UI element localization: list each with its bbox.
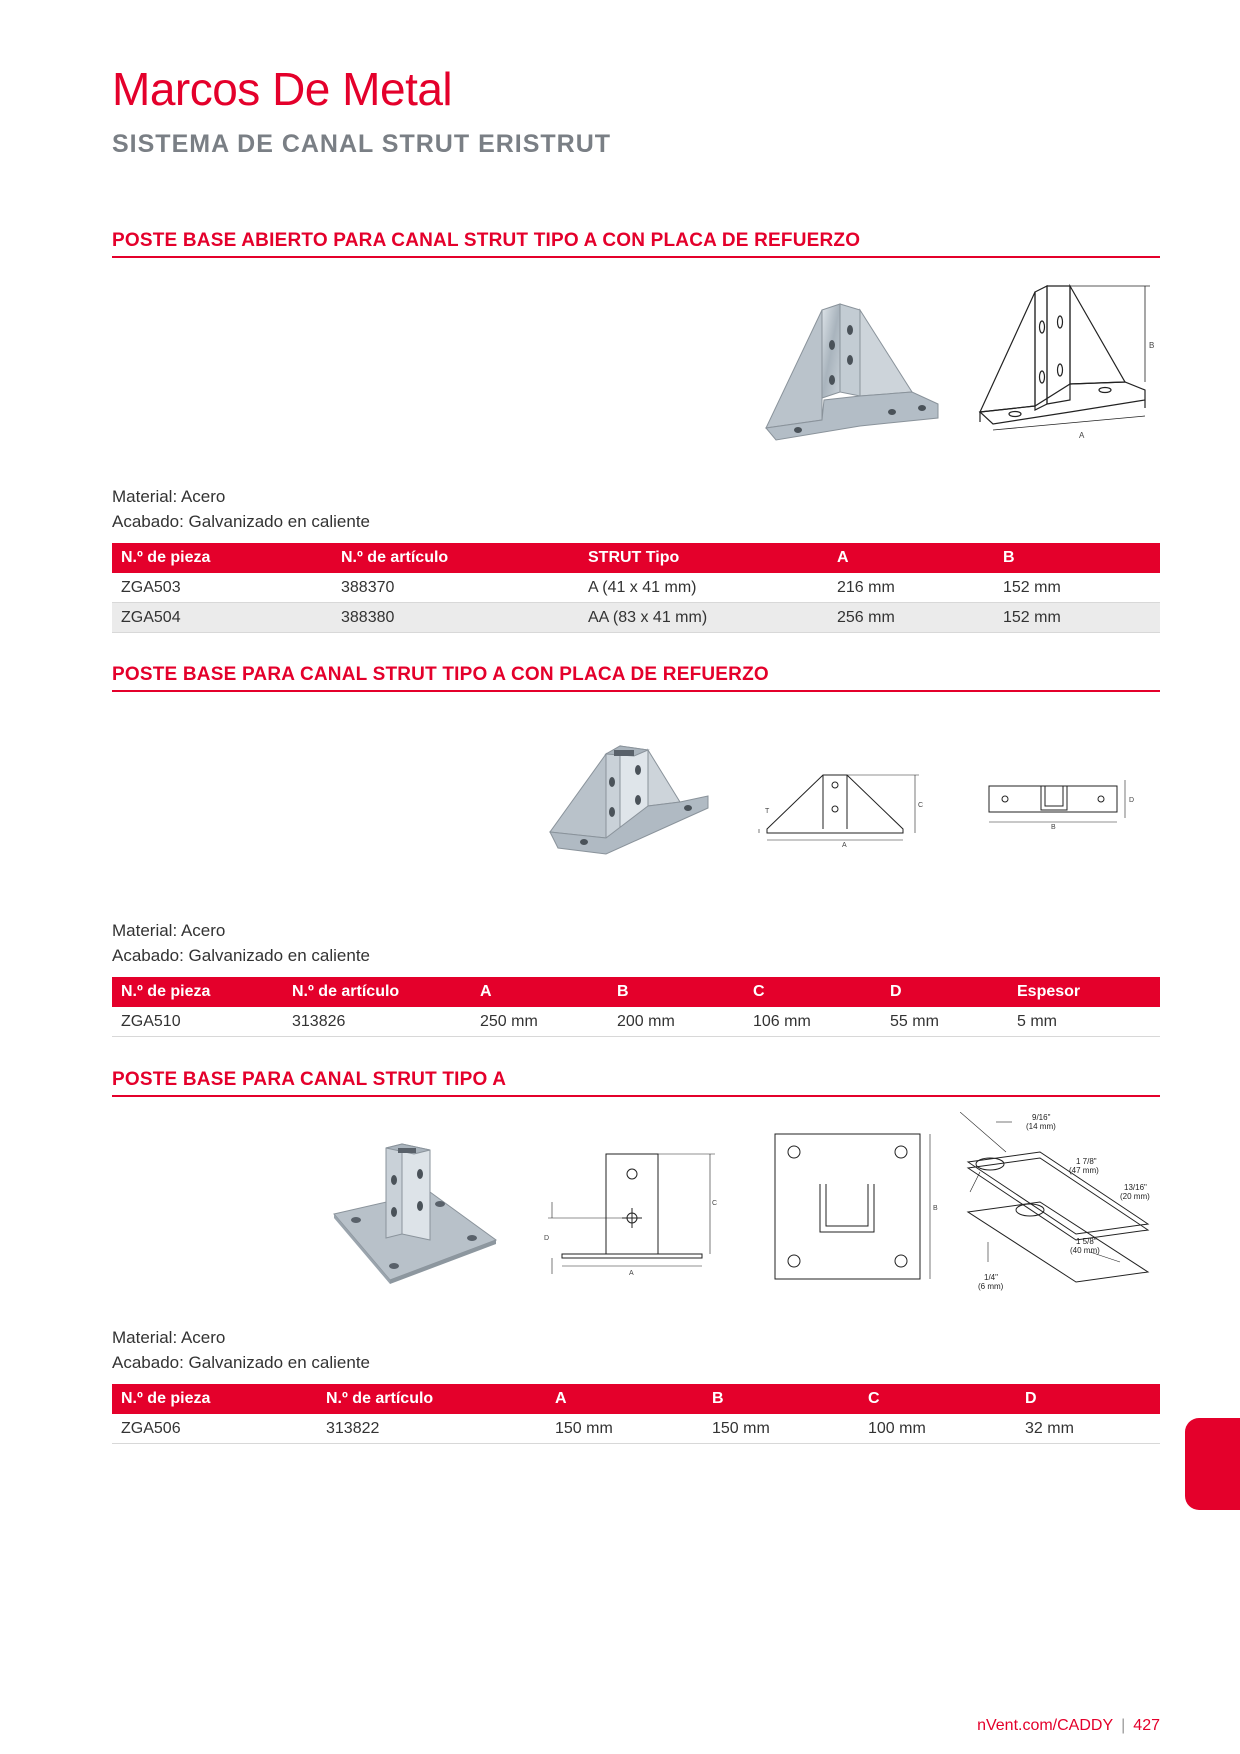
table-row — [112, 1007, 1160, 1037]
column-header: N.º de pieza — [112, 543, 332, 573]
column-header: A — [546, 1384, 703, 1414]
dim-text: 1/4" — [984, 1273, 998, 1282]
dim-label-a: A — [629, 1270, 634, 1277]
dim-text: 1 7/8" — [1076, 1157, 1097, 1166]
dim-text: (14 mm) — [1026, 1122, 1056, 1131]
table-cell: 150 mm — [703, 1414, 859, 1444]
material-info-1 — [112, 484, 370, 534]
dim-label-a: A — [1079, 431, 1085, 440]
finish-text: Acabado: Galvanizado en caliente — [112, 512, 371, 531]
footer-site-link[interactable]: nVent.com/CADDY — [977, 1717, 1114, 1734]
finish-text: Acabado: Galvanizado en caliente — [112, 1353, 371, 1372]
technical-drawing-3-detail — [960, 1112, 1160, 1302]
column-header: N.º de pieza — [112, 977, 283, 1007]
column-header: B — [608, 977, 744, 1007]
material-info-3 — [112, 1325, 370, 1375]
dim-text: (47 mm) — [1069, 1166, 1099, 1175]
material-info-2 — [112, 918, 370, 968]
section-heading-2: POSTE BASE PARA CANAL STRUT TIPO A CON PLACA DE REFUERZO — [112, 664, 1160, 692]
dim-label-c: C — [918, 802, 924, 809]
dim-label-b: B — [1051, 824, 1056, 830]
table-cell: ZGA506 — [112, 1414, 317, 1444]
table-cell: 152 mm — [994, 603, 1160, 633]
table-cell: 32 mm — [1016, 1414, 1160, 1444]
page-number: 427 — [1133, 1717, 1160, 1734]
dim-text: 1 5/8" — [1076, 1237, 1097, 1246]
material-text: Material: Acero — [112, 487, 226, 506]
column-header: C — [744, 977, 881, 1007]
column-header: N.º de pieza — [112, 1384, 317, 1414]
product-photo-2 — [548, 742, 716, 862]
technical-drawing-2-top — [985, 772, 1140, 830]
dim-label-d: D — [544, 1235, 550, 1242]
spec-table-3 — [112, 1384, 1160, 1444]
material-text: Material: Acero — [112, 921, 226, 940]
dim-label-b: B — [1149, 341, 1155, 350]
dim-text: 9/16" — [1032, 1113, 1051, 1122]
table-cell: 250 mm — [471, 1007, 608, 1037]
table-cell: 313822 — [317, 1414, 546, 1444]
technical-drawing-3-side — [540, 1150, 720, 1278]
section-heading-1: POSTE BASE ABIERTO PARA CANAL STRUT TIPO A CON PLACA DE REFUERZO — [112, 230, 1160, 258]
dim-label-c: C — [712, 1200, 718, 1207]
column-header: Espesor — [1008, 977, 1160, 1007]
footer-separator: | — [1121, 1717, 1126, 1734]
table-cell: 106 mm — [744, 1007, 881, 1037]
column-header: N.º de artículo — [332, 543, 579, 573]
chapter-tab — [1185, 1418, 1240, 1510]
product-photo-3 — [330, 1140, 500, 1285]
table-row — [112, 603, 1160, 633]
column-header: D — [881, 977, 1008, 1007]
table-cell: 150 mm — [546, 1414, 703, 1444]
column-header: STRUT Tipo — [579, 543, 828, 573]
page-title: Marcos De Metal — [112, 63, 453, 115]
column-header: N.º de artículo — [317, 1384, 546, 1414]
table-cell: 100 mm — [859, 1414, 1016, 1444]
column-header: N.º de artículo — [283, 977, 471, 1007]
finish-text: Acabado: Galvanizado en caliente — [112, 946, 371, 965]
table-cell: 313826 — [283, 1007, 471, 1037]
table-cell: ZGA510 — [112, 1007, 283, 1037]
dim-text: (20 mm) — [1120, 1192, 1150, 1201]
page-subtitle: SISTEMA DE CANAL STRUT ERISTRUT — [112, 130, 612, 158]
technical-drawing-1 — [975, 282, 1160, 452]
dim-text: (40 mm) — [1070, 1246, 1100, 1255]
table-cell: AA (83 x 41 mm) — [579, 603, 828, 633]
table-cell: 152 mm — [994, 573, 1160, 603]
table-cell: 55 mm — [881, 1007, 1008, 1037]
page-footer — [977, 1717, 1160, 1735]
dim-text: (6 mm) — [978, 1282, 1004, 1291]
dim-text: 13/16" — [1124, 1183, 1147, 1192]
table-cell: 5 mm — [1008, 1007, 1160, 1037]
technical-drawing-2-side — [755, 765, 925, 847]
column-header: B — [703, 1384, 859, 1414]
dim-label-b: B — [933, 1205, 938, 1212]
table-cell: 388370 — [332, 573, 579, 603]
spec-table-2 — [112, 977, 1160, 1037]
dim-label-d: D — [1129, 797, 1135, 804]
section-heading-3: POSTE BASE PARA CANAL STRUT TIPO A — [112, 1069, 1160, 1097]
column-header: A — [471, 977, 608, 1007]
table-cell: 256 mm — [828, 603, 994, 633]
column-header: A — [828, 543, 994, 573]
table-cell: 216 mm — [828, 573, 994, 603]
column-header: C — [859, 1384, 1016, 1414]
material-text: Material: Acero — [112, 1328, 226, 1347]
product-photo-1 — [762, 300, 942, 445]
technical-drawing-3-top — [770, 1130, 945, 1282]
table-row — [112, 573, 1160, 603]
table-row — [112, 1414, 1160, 1444]
spec-table-1 — [112, 543, 1160, 633]
table-cell: 388380 — [332, 603, 579, 633]
dim-label-t: T — [765, 808, 770, 815]
table-cell: ZGA504 — [112, 603, 332, 633]
column-header: D — [1016, 1384, 1160, 1414]
dim-label-a: A — [842, 842, 847, 847]
column-header: B — [994, 543, 1160, 573]
table-cell: ZGA503 — [112, 573, 332, 603]
table-cell: A (41 x 41 mm) — [579, 573, 828, 603]
table-cell: 200 mm — [608, 1007, 744, 1037]
